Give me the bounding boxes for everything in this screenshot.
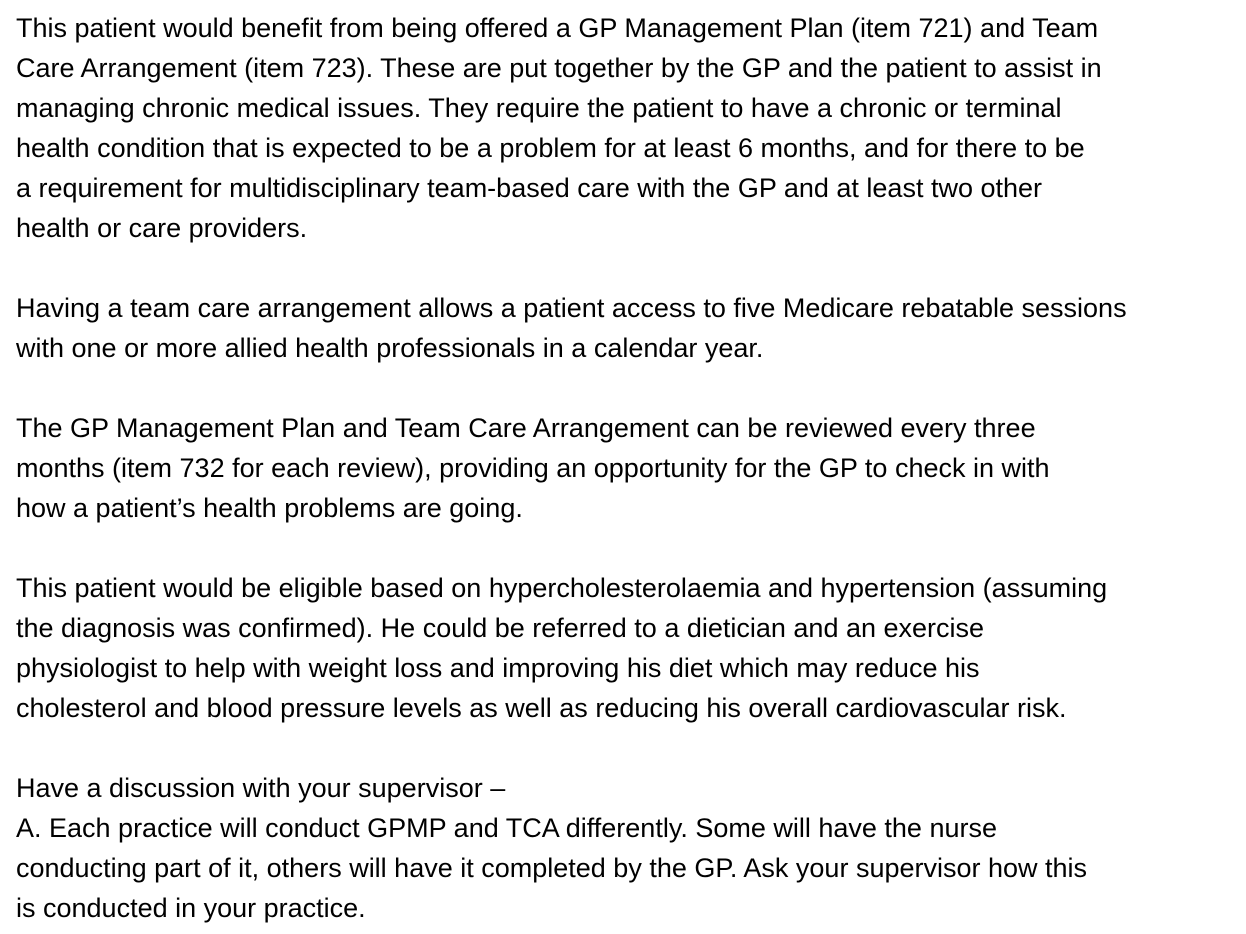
text-line: cholesterol and blood pressure levels as well as reducing his overall cardiovascular risk. <box>16 693 1067 723</box>
paragraph-gpmp-tca-intro <box>16 8 1244 248</box>
text-line: managing chronic medical issues. They require the patient to have a chronic or terminal <box>16 93 1062 123</box>
text-line: conducting part of it, others will have it completed by the GP. Ask your supervisor how this <box>16 853 1088 883</box>
text-line: This patient would be eligible based on hypercholesterolaemia and hypertension (assuming <box>16 573 1108 603</box>
text-line: A. Each practice will conduct GPMP and TCA differently. Some will have the nurse <box>16 813 997 843</box>
text-line: This patient would benefit from being offered a GP Management Plan (item 721) and Team <box>16 13 1099 43</box>
text-line: the diagnosis was confirmed). He could be referred to a dietician and an exercise <box>16 613 985 643</box>
text-line: Have a discussion with your supervisor – <box>16 773 506 803</box>
text-line: physiologist to help with weight loss and improving his diet which may reduce his <box>16 653 980 683</box>
text-line: how a patient’s health problems are going. <box>16 493 523 523</box>
paragraph-supervisor-discussion <box>16 768 1244 928</box>
text-line: health or care providers. <box>16 213 308 243</box>
text-line: Having a team care arrangement allows a patient access to five Medicare rebatable sessions <box>16 293 1127 323</box>
paragraph-team-care-access <box>16 288 1244 368</box>
text-line: a requirement for multidisciplinary team-based care with the GP and at least two other <box>16 173 1042 203</box>
text-line: months (item 732 for each review), providing an opportunity for the GP to check in with <box>16 453 1050 483</box>
text-line: is conducted in your practice. <box>16 893 366 923</box>
text-line: health condition that is expected to be a problem for at least 6 months, and for there to be <box>16 133 1085 163</box>
document-body <box>16 8 1244 928</box>
paragraph-patient-eligibility <box>16 568 1244 728</box>
text-line: with one or more allied health professionals in a calendar year. <box>16 333 764 363</box>
paragraph-review-schedule <box>16 408 1244 528</box>
text-line: Care Arrangement (item 723). These are put together by the GP and the patient to assist in <box>16 53 1102 83</box>
text-line: The GP Management Plan and Team Care Arrangement can be reviewed every three <box>16 413 1036 443</box>
